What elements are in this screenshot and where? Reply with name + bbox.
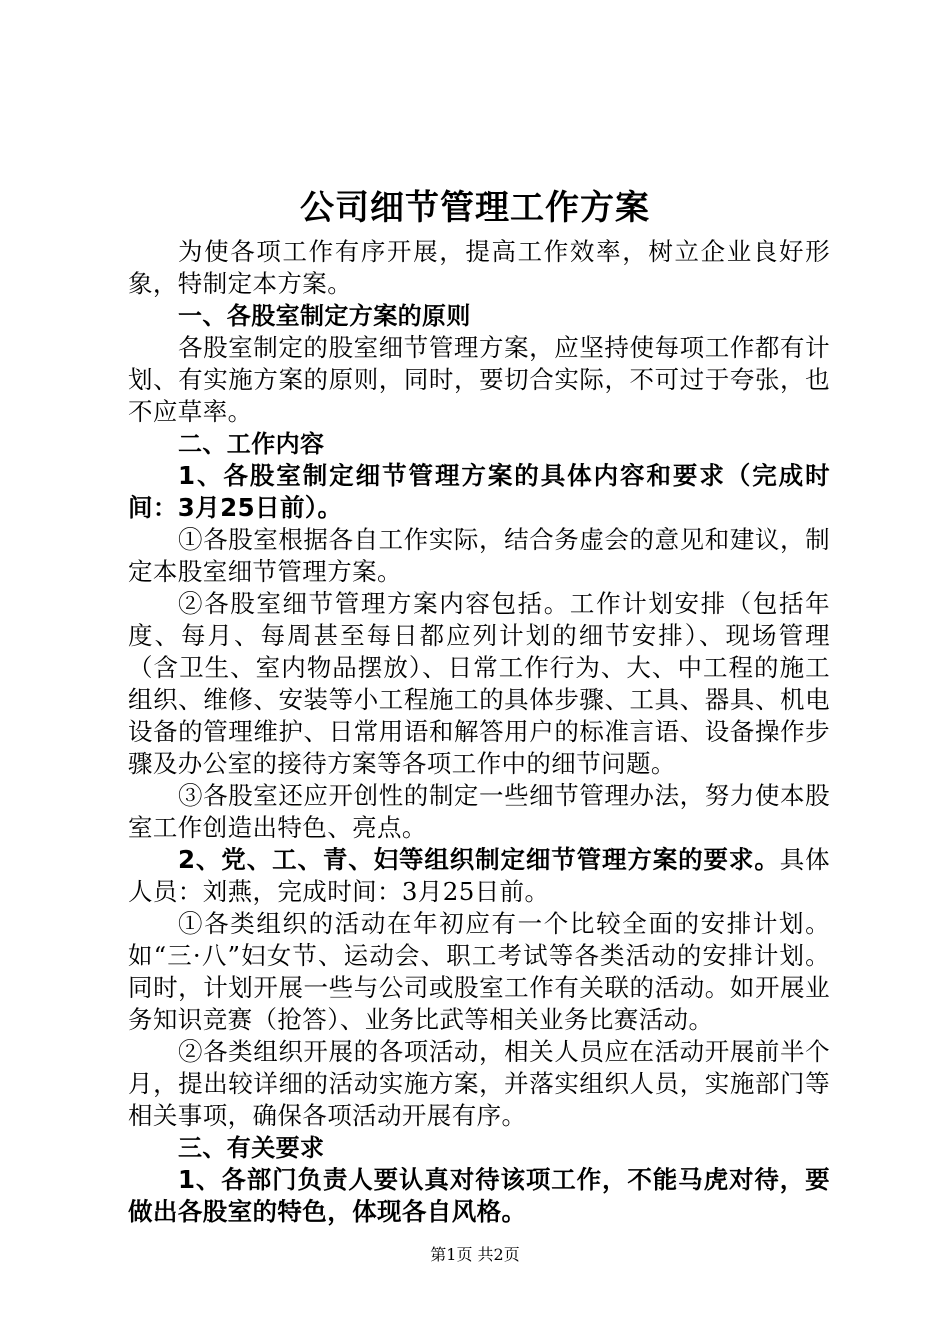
item-paragraph-1: ①各股室根据各自工作实际，结合务虚会的意见和建议，制定本股室细节管理方案。 — [128, 525, 830, 586]
subsection-heading-1: 1、各股室制定细节管理方案的具体内容和要求（完成时间：3月25日前）。 — [128, 461, 830, 522]
requirement-paragraph-1: 1、各部门负责人要认真对待该项工作，不能马虎对待，要做出各股室的特色，体现各自风格。 — [128, 1165, 830, 1226]
subsection-paragraph-2 — [128, 844, 830, 908]
principle-paragraph: 各股室制定的股室细节管理方案，应坚持使每项工作都有计划、有实施方案的原则，同时，要切合实际，不可过于夸张，也不应草率。 — [128, 333, 830, 426]
section-heading-3: 三、有关要求 — [178, 1134, 325, 1162]
document-title: 公司细节管理工作方案 — [300, 188, 650, 228]
subsection-detail-2: 具体人员：刘燕，完成时间：3月25日前。 — [128, 845, 830, 906]
intro-paragraph: 为使各项工作有序开展，提高工作效率，树立企业良好形象，特制定本方案。 — [128, 237, 830, 298]
section-heading-2: 二、工作内容 — [178, 430, 325, 458]
item-paragraph-2: ②各股室细节管理方案内容包括。工作计划安排（包括年度、每月、每周甚至每日都应列计划的细节安排）、现场管理（含卫生、室内物品摆放）、日常工作行为、大、中工程的施工组织、维修、安装等小工程施工的具体步骤、工具、器具、机电设备的管理维护、日常用语和解答用户的标准言语、设备操作步骤及办公室的接待方案等各项工作中的细节问题。 — [128, 589, 830, 778]
item-paragraph-3: ③各股室还应开创性的制定一些细节管理办法，努力使本股室工作创造出特色、亮点。 — [128, 781, 830, 842]
document-body — [128, 236, 830, 1228]
subsection-heading-2: 2、党、工、青、妇等组织制定细节管理方案的要求。 — [178, 845, 780, 874]
section-heading-1: 一、各股室制定方案的原则 — [178, 302, 471, 330]
page-footer: 第1页 共2页 — [430, 1245, 520, 1264]
item-paragraph-4: ①各类组织的活动在年初应有一个比较全面的安排计划。如“三·八”妇女节、运动会、职工考试等各类活动的安排计划。同时，计划开展一些与公司或股室工作有关联的活动。如开展业务知识竞赛（抢答）、业务比武等相关业务比赛活动。 — [128, 909, 830, 1034]
item-paragraph-5: ②各类组织开展的各项活动，相关人员应在活动开展前半个月，提出较详细的活动实施方案，并落实组织人员，实施部门等相关事项，确保各项活动开展有序。 — [128, 1037, 830, 1130]
